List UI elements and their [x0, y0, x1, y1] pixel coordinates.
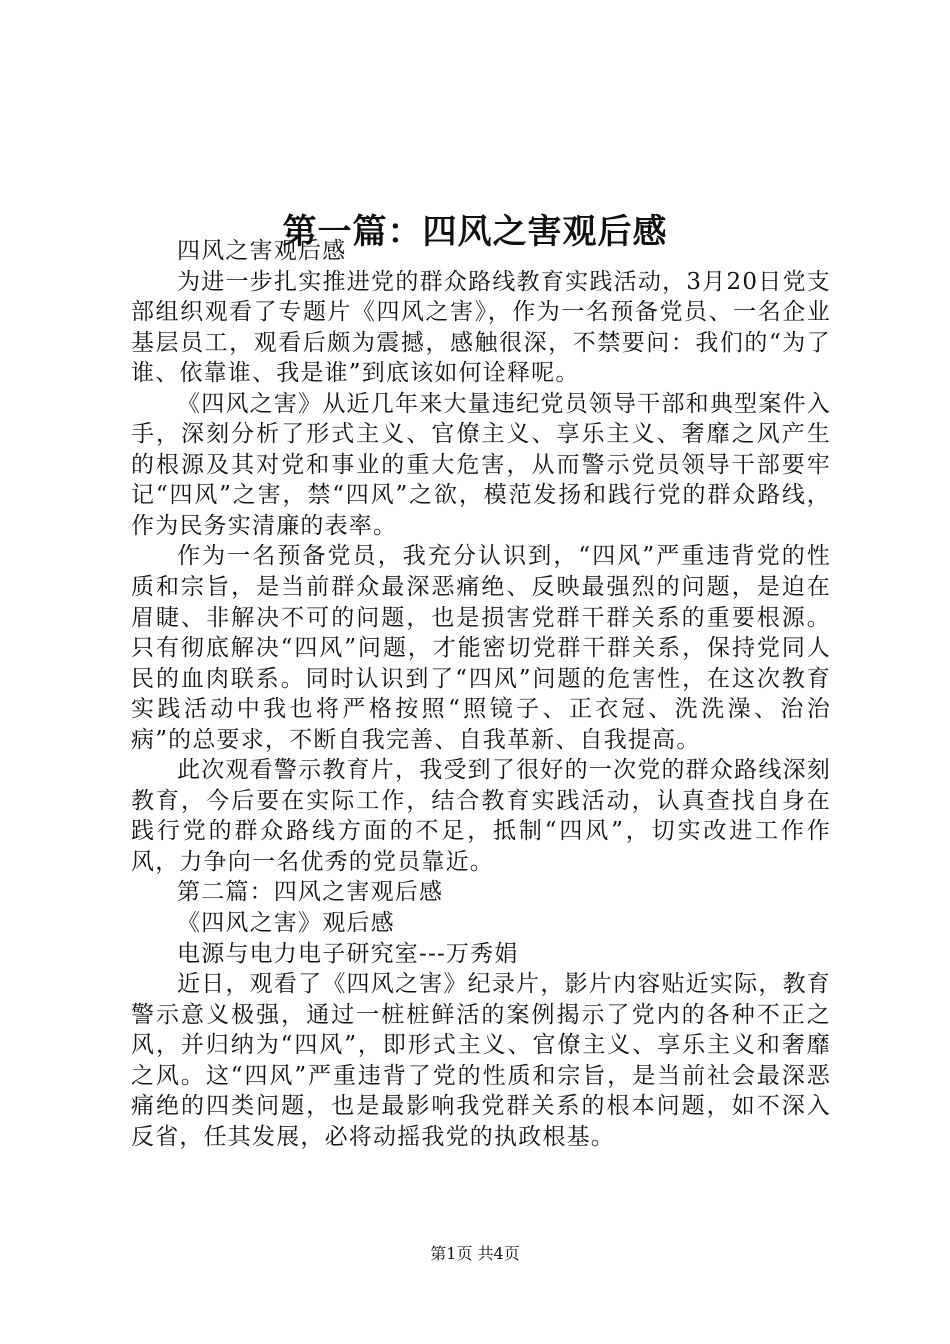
author-line: 电源与电力电子研究室---万秀娟: [177, 940, 519, 967]
paragraph-reflection: 作为一名预备党员，我充分认识到，“四风”严重违背党的性质和宗旨，是当前群众最深恶痛绝、反映最强烈的问题，是迫在眉睫、非解决不可的问题，也是损害党群干群关系的重要根源。只有彻底解决“四风”问题，才能密切党群干群关系，保持党同人民的血肉联系。同时认识到了“四风”问题的危害性，在这次教育实践活动中我也将严格按照“照镜子、正衣冠、洗洗澡、治治病”的总要求，不断自我完善、自我革新、自我提高。: [131, 543, 831, 753]
page-number: 第1页: [430, 1244, 473, 1263]
paragraph-conclusion: 此次观看警示教育片，我受到了很好的一次党的群众路线深刻教育，今后要在实际工作，结合教育实践活动，认真查找自身在践行党的群众路线方面的不足，抵制“四风”，切实改进工作作风，力争向一名优秀的党员靠近。: [131, 757, 831, 875]
paragraph-intro: 为进一步扎实推进党的群众路线教育实践活动，3月20日党支部组织观看了专题片《四风之害》，作为一名预备党员、一名企业基层员工，观看后颇为震撼，感触很深，不禁要问：我们的“为了谁、依靠谁、我是谁”到底该如何诠释呢。: [131, 268, 831, 387]
paragraph-subtitle: 四风之害观后感: [177, 238, 347, 264]
section-heading-second: 第二篇：四风之害观后感: [177, 879, 444, 906]
paragraph-analysis: 《四风之害》从近几年来大量违纪党员领导干部和典型案件入手，深刻分析了形式主义、官僚主义、享乐主义、奢靡之风产生的根源及其对党和事业的重大危害，从而警示党员领导干部要牢记“四风”之害，禁“四风”之欲，模范发扬和践行党的群众路线，作为民务实清廉的表率。: [131, 390, 831, 539]
page-title: 第一篇：四风之害观后感: [282, 211, 668, 252]
section-subtitle: 《四风之害》观后感: [177, 910, 395, 937]
page-total: 共4页: [477, 1244, 520, 1263]
document-body: [131, 236, 831, 1152]
paragraph-second-body: 近日，观看了《四风之害》纪录片，影片内容贴近实际，教育警示意义极强，通过一桩桩鲜活的案例揭示了党内的各种不正之风，并归纳为“四风”，即形式主义、官僚主义、享乐主义和奢靡之风。这“四风”严重违背了党的性质和宗旨，是当前社会最深恶痛绝的四类问题，也是最影响我党群关系的根本问题，如不深入反省，任其发展，必将动摇我党的执政根基。: [131, 971, 831, 1150]
page-footer: [0, 1243, 950, 1265]
